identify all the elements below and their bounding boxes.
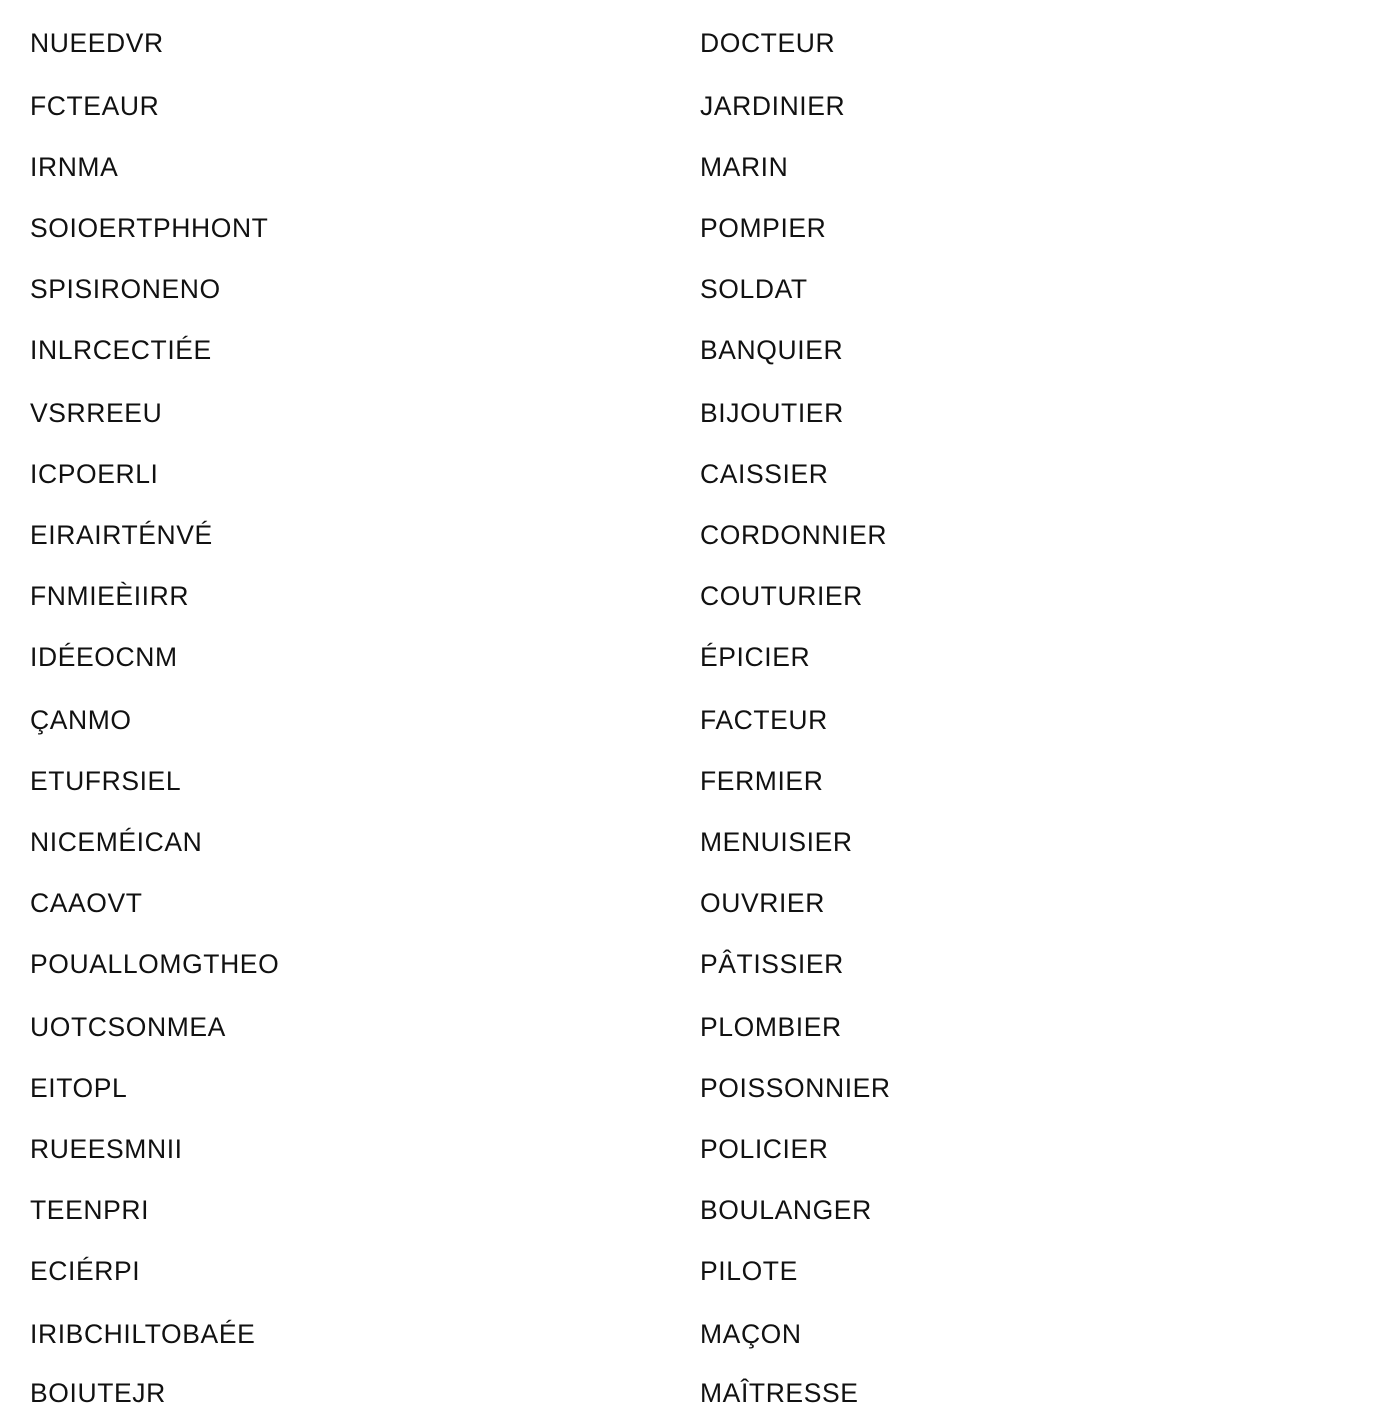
job-word: POISSONNIER <box>700 1073 891 1103</box>
job-word: PÂTISSIER <box>700 949 844 979</box>
scrambled-word: FNMIEÈIIRR <box>30 581 190 611</box>
job-word: BANQUIER <box>700 335 844 365</box>
job-word: PILOTE <box>700 1256 798 1286</box>
job-word: MAÇON <box>700 1319 802 1349</box>
job-word: JARDINIER <box>700 91 846 121</box>
scrambled-word: CAAOVT <box>30 888 143 918</box>
job-word: PLOMBIER <box>700 1012 842 1042</box>
job-word: DOCTEUR <box>700 28 836 58</box>
scrambled-word: IDÉEOCNM <box>30 642 178 672</box>
scrambled-word: EITOPL <box>30 1073 128 1103</box>
scrambled-word: VSRREEU <box>30 398 163 428</box>
scrambled-word: SOIOERTPHHONT <box>30 213 269 243</box>
job-word: OUVRIER <box>700 888 825 918</box>
scrambled-word: POUALLOMGTHEO <box>30 949 280 979</box>
scrambled-word: ETUFRSIEL <box>30 766 182 796</box>
scrambled-word: INLRCECTIÉE <box>30 335 212 365</box>
scrambled-words-column <box>30 0 670 1408</box>
job-word: CAISSIER <box>700 459 829 489</box>
job-word: BIJOUTIER <box>700 398 844 428</box>
job-word: COUTURIER <box>700 581 863 611</box>
scrambled-word: EIRAIRTÉNVÉ <box>30 520 213 550</box>
scrambled-word: BOIUTEJR <box>30 1378 166 1408</box>
job-word: FACTEUR <box>700 705 828 735</box>
scrambled-word: NUEEDVR <box>30 28 164 58</box>
scrambled-word: IRIBCHILTOBAÉE <box>30 1319 256 1349</box>
scrambled-word: ICPOERLI <box>30 459 159 489</box>
scrambled-word: TEENPRI <box>30 1195 150 1225</box>
job-word: MAÎTRESSE <box>700 1378 859 1408</box>
job-words-column <box>700 0 1340 1408</box>
job-word: BOULANGER <box>700 1195 872 1225</box>
job-word: MENUISIER <box>700 827 853 857</box>
scrambled-word: ÇANMO <box>30 705 132 735</box>
job-word: CORDONNIER <box>700 520 888 550</box>
job-word: MARIN <box>700 152 789 182</box>
scrambled-word: IRNMA <box>30 152 119 182</box>
scrambled-word: NICEMÉICAN <box>30 827 203 857</box>
job-word: SOLDAT <box>700 274 808 304</box>
scrambled-word: UOTCSONMEA <box>30 1012 226 1042</box>
scrambled-word: SPISIRONENO <box>30 274 221 304</box>
job-word: POMPIER <box>700 213 827 243</box>
job-word: POLICIER <box>700 1134 829 1164</box>
job-word: FERMIER <box>700 766 824 796</box>
job-word: ÉPICIER <box>700 642 811 672</box>
scrambled-word: ECIÉRPI <box>30 1256 141 1286</box>
scrambled-word: FCTEAUR <box>30 91 160 121</box>
scrambled-word: RUEESMNII <box>30 1134 183 1164</box>
